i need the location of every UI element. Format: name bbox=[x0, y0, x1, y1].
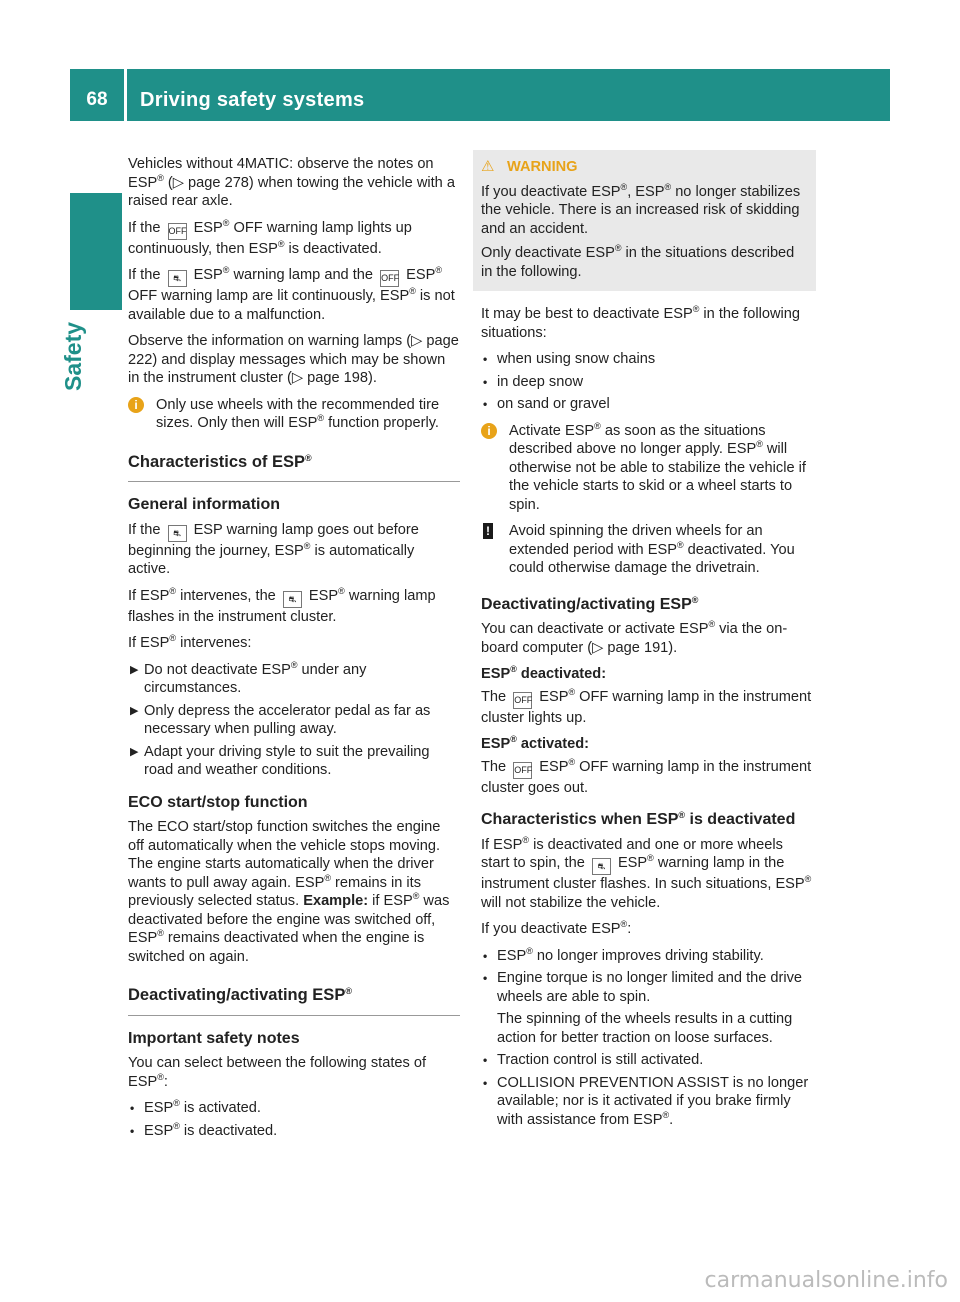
paragraph-lamp-lights-up: The OFF ESP® OFF warning lamp in the instrument cluster lights up. bbox=[481, 686, 812, 726]
page-number: 68 bbox=[86, 89, 108, 110]
list-item: • Traction control is still activated. bbox=[483, 1052, 704, 1068]
paragraph-eco: The ECO start/stop function switches the engine off automatically when the vehicle stops moving. The engine starts automatically when the driver wants to pull away again. ESP® remains in its previously selected status. Example: if ESP® was deactivated before the engine was switched off, ESP® remains deactivated when the engine is switched on again. bbox=[128, 819, 450, 965]
page-ref-link[interactable]: page 222) and display messages which may be shown in the instrument cluster ( bbox=[128, 333, 459, 386]
esp-off-lamp-icon: OFF bbox=[513, 692, 532, 709]
paragraph-observe-info: Observe the information on warning lamps (▷ page 222) and display messages which may be shown in the instrument cluster (▷ page 198). bbox=[128, 333, 459, 386]
paragraph-if-deactivate: If you deactivate ESP®: bbox=[481, 919, 632, 937]
bullet-icon: • bbox=[130, 1101, 135, 1115]
esp-warning-lamp-icon: ⛐ bbox=[168, 525, 187, 542]
step-item: ▶ Do not deactivate ESP® under any circumstances. bbox=[130, 659, 367, 696]
step-arrow-icon: ▶ bbox=[130, 745, 139, 758]
info-icon: i bbox=[128, 397, 144, 413]
paragraph-states: You can select between the following states of ESP®: bbox=[128, 1055, 427, 1090]
info-note-wheels: i Only use wheels with the recommended tire sizes. Only then will ESP® function properly. bbox=[128, 396, 460, 433]
info-icon: i bbox=[481, 423, 497, 439]
list-item: • ESP® is deactivated. bbox=[130, 1120, 278, 1139]
paragraph-best-to-deactivate: It may be best to deactivate ESP® in the following situations: bbox=[481, 304, 800, 341]
heading-characteristics-deactivated: Characteristics when ESP® is deactivated bbox=[481, 810, 796, 828]
paragraph-malfunction: If the ⛐ ESP® warning lamp and the OFF ESP® OFF warning lamp are lit continuously, ESP® is not available due to a malfunction. bbox=[128, 265, 455, 323]
paragraph-lamp-goes-out: The OFF ESP® OFF warning lamp in the instrument cluster goes out. bbox=[481, 756, 812, 796]
watermark: carmanualsonline.info bbox=[704, 1268, 948, 1293]
bullet-icon: • bbox=[483, 971, 488, 985]
warning-box bbox=[473, 150, 816, 291]
right-column bbox=[481, 155, 813, 1133]
esp-off-lamp-icon: OFF bbox=[513, 762, 532, 779]
exclamation-stop-icon: ! bbox=[483, 523, 493, 539]
info-note-activate: i Activate ESP® as soon as the situations described above no longer apply. ESP® will otherwise not be able to stabilize the vehicle if the vehicle starts to skid or a wheel starts to spin. bbox=[481, 422, 813, 515]
heading-general-information: General information bbox=[128, 496, 281, 513]
page-ref-icon: ▷ bbox=[592, 639, 604, 656]
bullet-icon: • bbox=[130, 1123, 135, 1138]
step-item: ▶ Adapt your driving style to suit the prevailing road and weather conditions. bbox=[130, 743, 430, 778]
bullet-icon: • bbox=[483, 352, 488, 366]
side-tab-label: Safety bbox=[60, 321, 86, 391]
paragraph-wheels-spin: If ESP® is deactivated and one or more wheels start to spin, the ⛐ ESP® warning lamp in the instrument cluster flashes. In such situations, ESP® will not stabilize the vehicle. bbox=[481, 834, 812, 911]
list-item-subtext: The spinning of the wheels results in a cutting action for better traction on loose surfaces. bbox=[497, 1011, 793, 1046]
heading-eco-start-stop: ECO start/stop function bbox=[128, 793, 308, 811]
heading-characteristics: Characteristics of ESP® bbox=[128, 453, 460, 483]
heading-deactivating-activating: Deactivating/activating ESP® bbox=[128, 986, 460, 1016]
page-ref-icon: ▷ bbox=[411, 333, 423, 349]
list-item: • when using snow chains bbox=[483, 351, 656, 367]
page-ref-link[interactable]: page 278) when towing the vehicle with a raised rear axle. bbox=[128, 174, 455, 209]
esp-warning-lamp-icon: ⛐ bbox=[592, 858, 611, 875]
list-item: • COLLISION PREVENTION ASSIST is no longer available; nor is it activated if you brake firmly with assistance from ESP®. bbox=[483, 1074, 809, 1128]
section-title: Driving safety systems bbox=[140, 89, 365, 111]
paragraph-towing: Vehicles without 4MATIC: observe the notes on ESP® (▷ page 278) when towing the vehicle with a raised rear axle. bbox=[128, 156, 455, 209]
page-ref-icon: ▷ bbox=[172, 174, 184, 191]
paragraph-if-intervenes: If ESP® intervenes: bbox=[128, 633, 252, 651]
heading-deactivating-activating-right: Deactivating/activating ESP® bbox=[481, 594, 699, 613]
paragraph-on-board-computer: You can deactivate or activate ESP® via the on-board computer (▷ page 191). bbox=[481, 619, 788, 656]
paragraph-automatically-active: If the ⛐ ESP warning lamp goes out before beginning the journey, ESP® is automatically active. bbox=[128, 521, 419, 577]
step-item: ▶ Only depress the accelerator pedal as far as necessary when pulling away. bbox=[130, 702, 431, 737]
page-ref-link[interactable]: page 191). bbox=[603, 639, 678, 656]
bullet-icon: • bbox=[483, 374, 488, 389]
left-column bbox=[128, 155, 460, 1144]
bullet-icon: • bbox=[483, 1075, 488, 1090]
warning-heading: ⚠ WARNING bbox=[481, 158, 578, 175]
esp-warning-lamp-icon: ⛐ bbox=[168, 270, 187, 287]
step-arrow-icon: ▶ bbox=[130, 704, 139, 717]
warning-triangle-icon: ⚠ bbox=[481, 158, 495, 175]
esp-off-lamp-icon: OFF bbox=[168, 223, 187, 240]
bullet-icon: • bbox=[483, 948, 488, 963]
stop-note-drivetrain: ! Avoid spinning the driven wheels for an extended period with ESP® deactivated. You could otherwise damage the drivetrain. bbox=[481, 522, 813, 578]
bullet-icon: • bbox=[483, 1053, 488, 1067]
list-item: • on sand or gravel bbox=[483, 396, 610, 412]
list-item: • in deep snow bbox=[483, 373, 584, 390]
heading-esp-deactivated: ESP® deactivated: bbox=[481, 664, 607, 682]
heading-important-safety-notes: Important safety notes bbox=[128, 1029, 300, 1047]
heading-esp-activated: ESP® activated: bbox=[481, 734, 590, 752]
warning-paragraph: Only deactivate ESP® in the situations described in the following. bbox=[481, 243, 795, 280]
warning-paragraph: If you deactivate ESP®, ESP® no longer stabilizes the vehicle. There is an increased risk of skidding and an accident. bbox=[481, 181, 801, 237]
esp-off-lamp-icon: OFF bbox=[380, 270, 399, 287]
paragraph-esp-off-lamp: If the OFF ESP® OFF warning lamp lights up continuously, then ESP® is deactivated. bbox=[128, 217, 412, 257]
list-item: • Engine torque is no longer limited and the drive wheels are able to spin. The spinning of the wheels results in a cutting action for better traction on loose surfaces. bbox=[481, 969, 813, 1047]
page-ref-link[interactable]: page 198). bbox=[303, 370, 377, 386]
list-item: • ESP® no longer improves driving stability. bbox=[483, 945, 764, 964]
paragraph-esp-intervenes: If ESP® intervenes, the ⛐ ESP® warning lamp flashes in the instrument cluster. bbox=[128, 585, 436, 625]
side-tab-block bbox=[70, 193, 122, 310]
esp-warning-lamp-icon: ⛐ bbox=[283, 591, 302, 608]
list-item: • ESP® is activated. bbox=[130, 1098, 261, 1116]
page-ref-icon: ▷ bbox=[291, 370, 304, 386]
step-arrow-icon: ▶ bbox=[130, 663, 139, 676]
bullet-icon: • bbox=[483, 397, 488, 411]
header-divider bbox=[124, 69, 127, 121]
